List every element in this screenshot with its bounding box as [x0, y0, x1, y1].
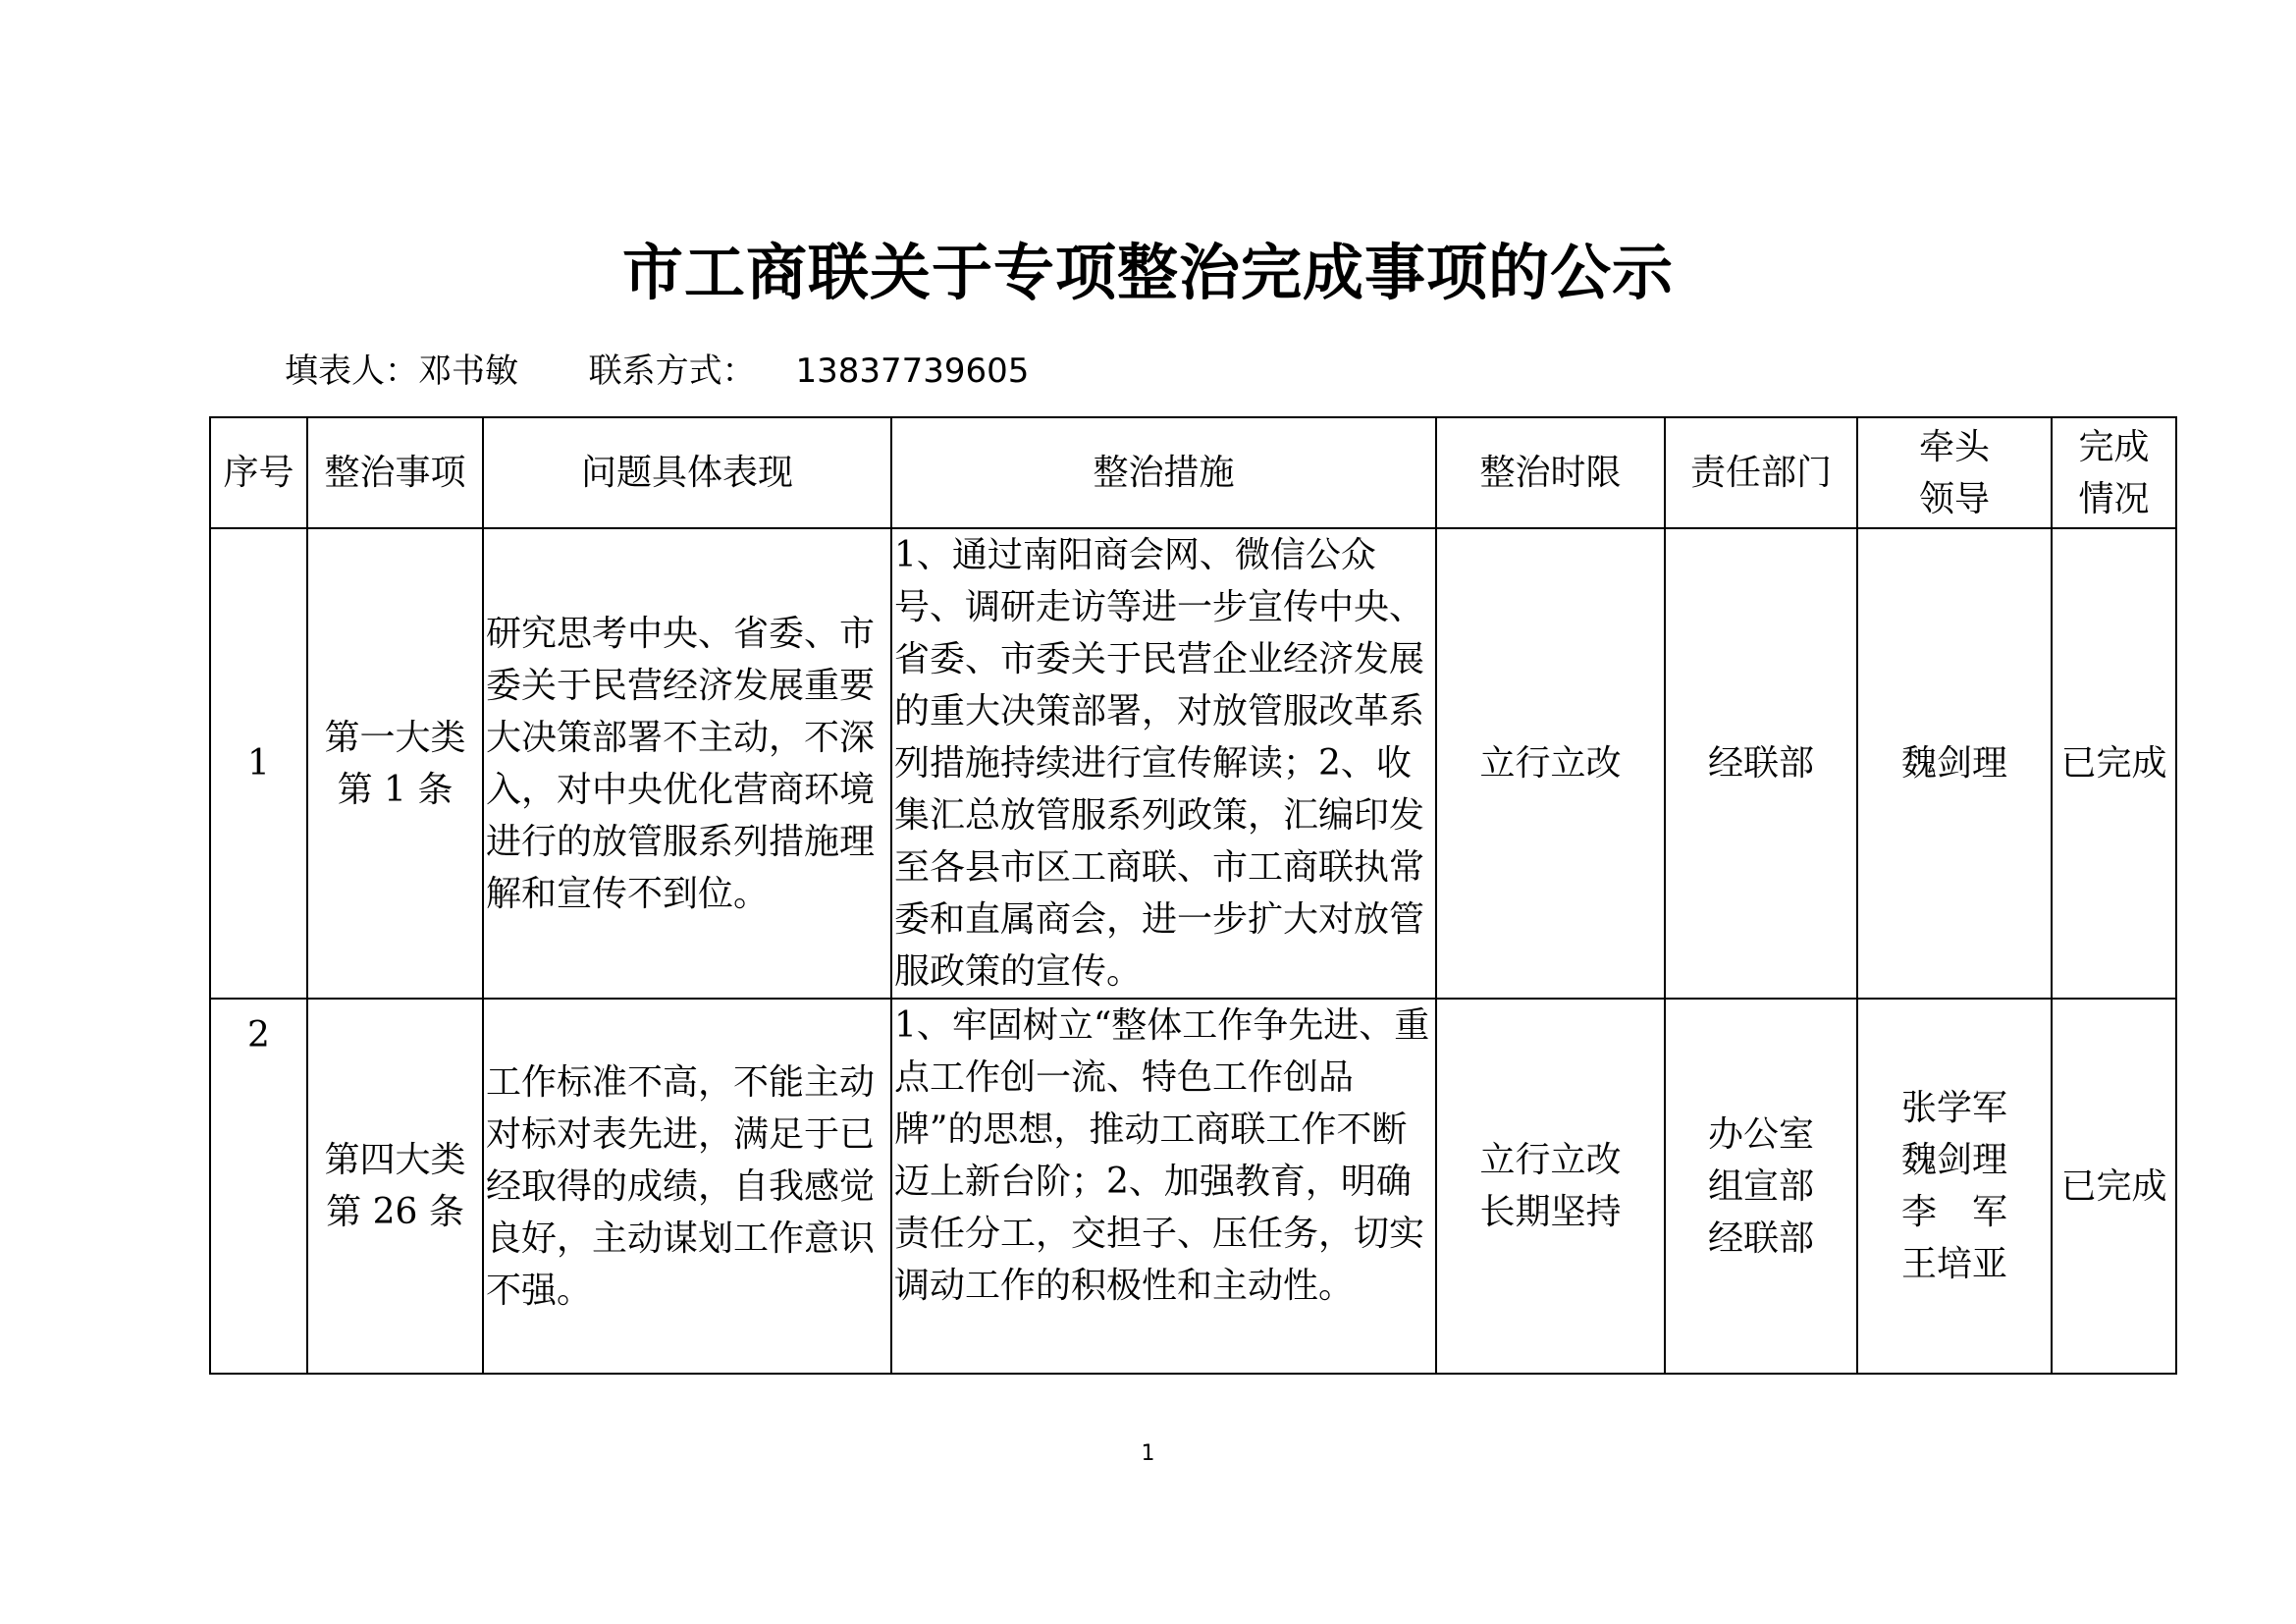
page-title: 市工商联关于专项整治完成事项的公示 — [621, 237, 1674, 308]
filler-label: 填表人：邓书敏 — [285, 352, 518, 391]
contact-label: 联系方式： — [588, 352, 756, 391]
header-problem: 问题具体表现 — [483, 417, 891, 528]
cell-problem: 研究思考中央、省委、市委关于民营经济发展重要大决策部署不主动，不深入，对中央优化营商环境进行的放管服系列措施理解和宣传不到位。 — [483, 528, 891, 999]
header-measures: 整治措施 — [891, 417, 1436, 528]
header-seq: 序号 — [210, 417, 307, 528]
header-row — [210, 417, 2176, 528]
rectification-table — [209, 416, 2177, 1375]
cell-problem: 工作标准不高，不能主动对标对表先进，满足于已经取得的成绩，自我感觉良好，主动谋划工作意识不强。 — [483, 999, 891, 1374]
cell-status: 已完成 — [2052, 999, 2176, 1374]
header-department: 责任部门 — [1665, 417, 1857, 528]
cell-deadline: 立行立改 长期坚持 — [1436, 999, 1665, 1374]
cell-department: 经联部 — [1665, 528, 1857, 999]
cell-deadline: 立行立改 — [1436, 528, 1665, 999]
filler-info — [285, 344, 1029, 392]
header-leader: 牵头 领导 — [1857, 417, 2052, 528]
header-item: 整治事项 — [307, 417, 483, 528]
cell-department: 办公室 组宣部 经联部 — [1665, 999, 1857, 1374]
cell-status: 已完成 — [2052, 528, 2176, 999]
cell-leader: 魏剑理 — [1857, 528, 2052, 999]
table-row — [210, 528, 2176, 999]
cell-measures: 1、通过南阳商会网、微信公众号、调研走访等进一步宣传中央、省委、市委关于民营企业经济发展的重大决策部署，对放管服改革系列措施持续进行宣传解读；2、收集汇总放管服系列政策，汇编印发至各县市区工商联、市工商联执常委和直属商会，进一步扩大对放管服政策的宣传。 — [891, 528, 1436, 999]
cell-item: 第一大类 第 1 条 — [307, 528, 483, 999]
cell-measures: 1、牢固树立“整体工作争先进、重点工作创一流、特色工作创品牌”的思想，推动工商联工作不断迈上新台阶；2、加强教育，明确责任分工，交担子、压任务，切实调动工作的积极性和主动性。 — [891, 999, 1436, 1374]
cell-leader: 张学军 魏剑理 李 军 王培亚 — [1857, 999, 2052, 1374]
header-deadline: 整治时限 — [1436, 417, 1665, 528]
header-status: 完成 情况 — [2052, 417, 2176, 528]
cell-item: 第四大类 第 26 条 — [307, 999, 483, 1374]
cell-seq: 1 — [210, 528, 307, 999]
table-row — [210, 999, 2176, 1374]
page-number: 1 — [1141, 1441, 1155, 1466]
cell-seq: 2 — [210, 999, 307, 1374]
contact-phone: 13837739605 — [795, 352, 1030, 391]
